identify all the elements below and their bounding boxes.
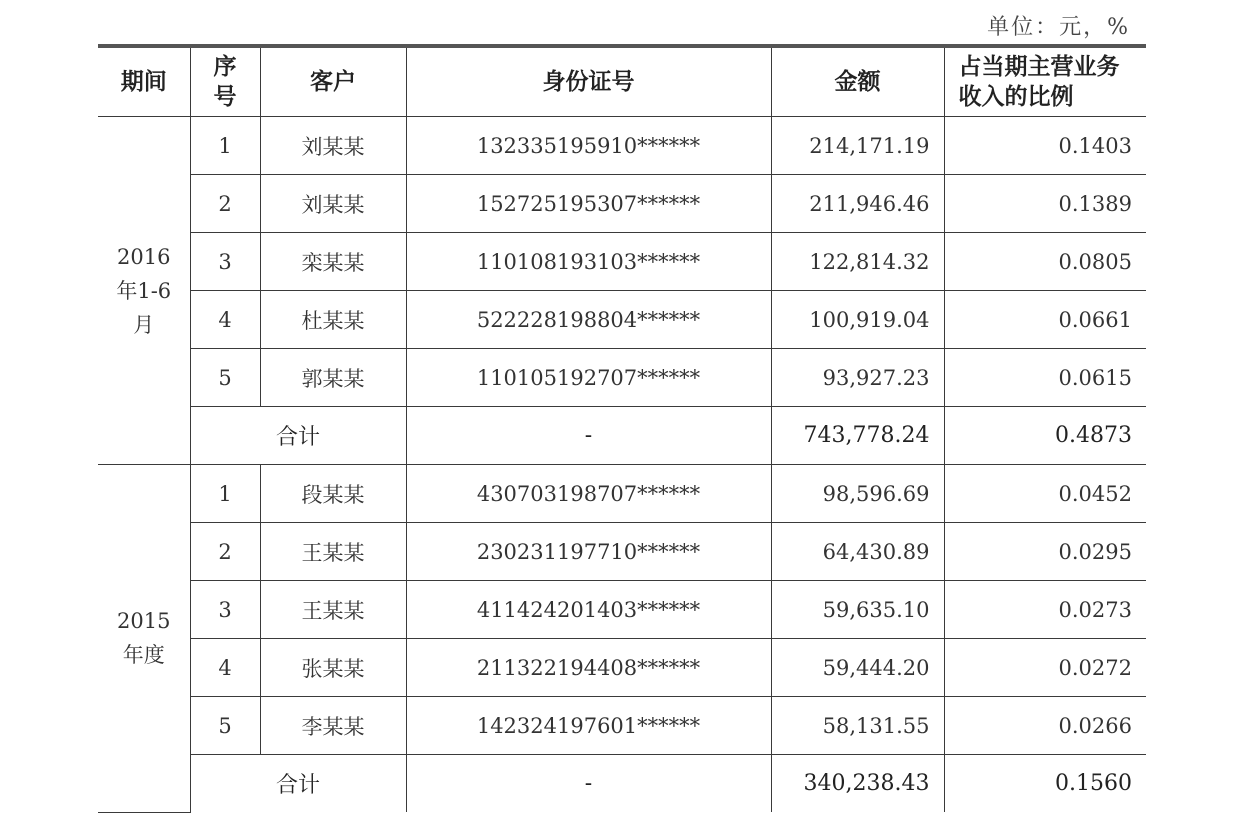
amount-cell: 98,596.69 xyxy=(771,465,944,523)
total-ratio: 0.1560 xyxy=(944,755,1146,813)
ratio-cell: 0.0805 xyxy=(944,233,1146,291)
table-row xyxy=(98,291,1146,349)
period-cell: 2015年度 xyxy=(98,465,190,813)
table-row xyxy=(98,581,1146,639)
amount-cell: 100,919.04 xyxy=(771,291,944,349)
seq-cell: 3 xyxy=(190,233,260,291)
amount-cell: 93,927.23 xyxy=(771,349,944,407)
customer-cell: 杜某某 xyxy=(260,291,406,349)
amount-cell: 64,430.89 xyxy=(771,523,944,581)
table-row xyxy=(98,233,1146,291)
total-amount: 743,778.24 xyxy=(771,407,944,465)
ratio-cell: 0.0661 xyxy=(944,291,1146,349)
table-row xyxy=(98,349,1146,407)
amount-cell: 122,814.32 xyxy=(771,233,944,291)
amount-cell: 59,635.10 xyxy=(771,581,944,639)
id-cell: 152725195307****** xyxy=(406,175,771,233)
ratio-cell: 0.0295 xyxy=(944,523,1146,581)
id-cell: 522228198804****** xyxy=(406,291,771,349)
customer-cell: 刘某某 xyxy=(260,117,406,175)
customer-cell: 郭某某 xyxy=(260,349,406,407)
table-row xyxy=(98,697,1146,755)
total-label: 合计 xyxy=(190,755,406,813)
ratio-cell: 0.0266 xyxy=(944,697,1146,755)
total-label: 合计 xyxy=(190,407,406,465)
ratio-cell: 0.1389 xyxy=(944,175,1146,233)
table-row xyxy=(98,639,1146,697)
table-header-row xyxy=(98,48,1146,117)
total-amount: 340,238.43 xyxy=(771,755,944,813)
table-row xyxy=(98,523,1146,581)
total-id-cell: - xyxy=(406,407,771,465)
table-row xyxy=(98,175,1146,233)
seq-cell: 5 xyxy=(190,349,260,407)
id-cell: 132335195910****** xyxy=(406,117,771,175)
customer-revenue-table xyxy=(98,48,1146,813)
ratio-cell: 0.0272 xyxy=(944,639,1146,697)
id-cell: 142324197601****** xyxy=(406,697,771,755)
ratio-cell: 0.0615 xyxy=(944,349,1146,407)
seq-cell: 4 xyxy=(190,291,260,349)
seq-cell: 1 xyxy=(190,465,260,523)
customer-cell: 李某某 xyxy=(260,697,406,755)
customer-cell: 王某某 xyxy=(260,581,406,639)
id-cell: 110105192707****** xyxy=(406,349,771,407)
header-period: 期间 xyxy=(98,48,190,117)
id-cell: 110108193103****** xyxy=(406,233,771,291)
amount-cell: 59,444.20 xyxy=(771,639,944,697)
id-cell: 411424201403****** xyxy=(406,581,771,639)
total-id-cell: - xyxy=(406,755,771,813)
amount-cell: 58,131.55 xyxy=(771,697,944,755)
ratio-cell: 0.1403 xyxy=(944,117,1146,175)
period-cell: 2016年1-6月 xyxy=(98,117,190,465)
header-customer: 客户 xyxy=(260,48,406,117)
seq-cell: 4 xyxy=(190,639,260,697)
total-row xyxy=(98,755,1146,813)
seq-cell: 2 xyxy=(190,523,260,581)
id-cell: 430703198707****** xyxy=(406,465,771,523)
customer-cell: 段某某 xyxy=(260,465,406,523)
header-amount: 金额 xyxy=(771,48,944,117)
ratio-cell: 0.0452 xyxy=(944,465,1146,523)
amount-cell: 211,946.46 xyxy=(771,175,944,233)
id-cell: 230231197710****** xyxy=(406,523,771,581)
customer-cell: 张某某 xyxy=(260,639,406,697)
seq-cell: 2 xyxy=(190,175,260,233)
table-row xyxy=(98,117,1146,175)
seq-cell: 3 xyxy=(190,581,260,639)
seq-cell: 5 xyxy=(190,697,260,755)
unit-label: 单位：元，% xyxy=(987,15,1130,40)
amount-cell: 214,171.19 xyxy=(771,117,944,175)
header-id-number: 身份证号 xyxy=(406,48,771,117)
ratio-cell: 0.0273 xyxy=(944,581,1146,639)
id-cell: 211322194408****** xyxy=(406,639,771,697)
customer-cell: 王某某 xyxy=(260,523,406,581)
customer-cell: 栾某某 xyxy=(260,233,406,291)
header-seq: 序号 xyxy=(190,48,260,117)
seq-cell: 1 xyxy=(190,117,260,175)
table-row xyxy=(98,465,1146,523)
customer-cell: 刘某某 xyxy=(260,175,406,233)
header-ratio: 占当期主营业务收入的比例 xyxy=(944,48,1146,117)
total-row xyxy=(98,407,1146,465)
total-ratio: 0.4873 xyxy=(944,407,1146,465)
